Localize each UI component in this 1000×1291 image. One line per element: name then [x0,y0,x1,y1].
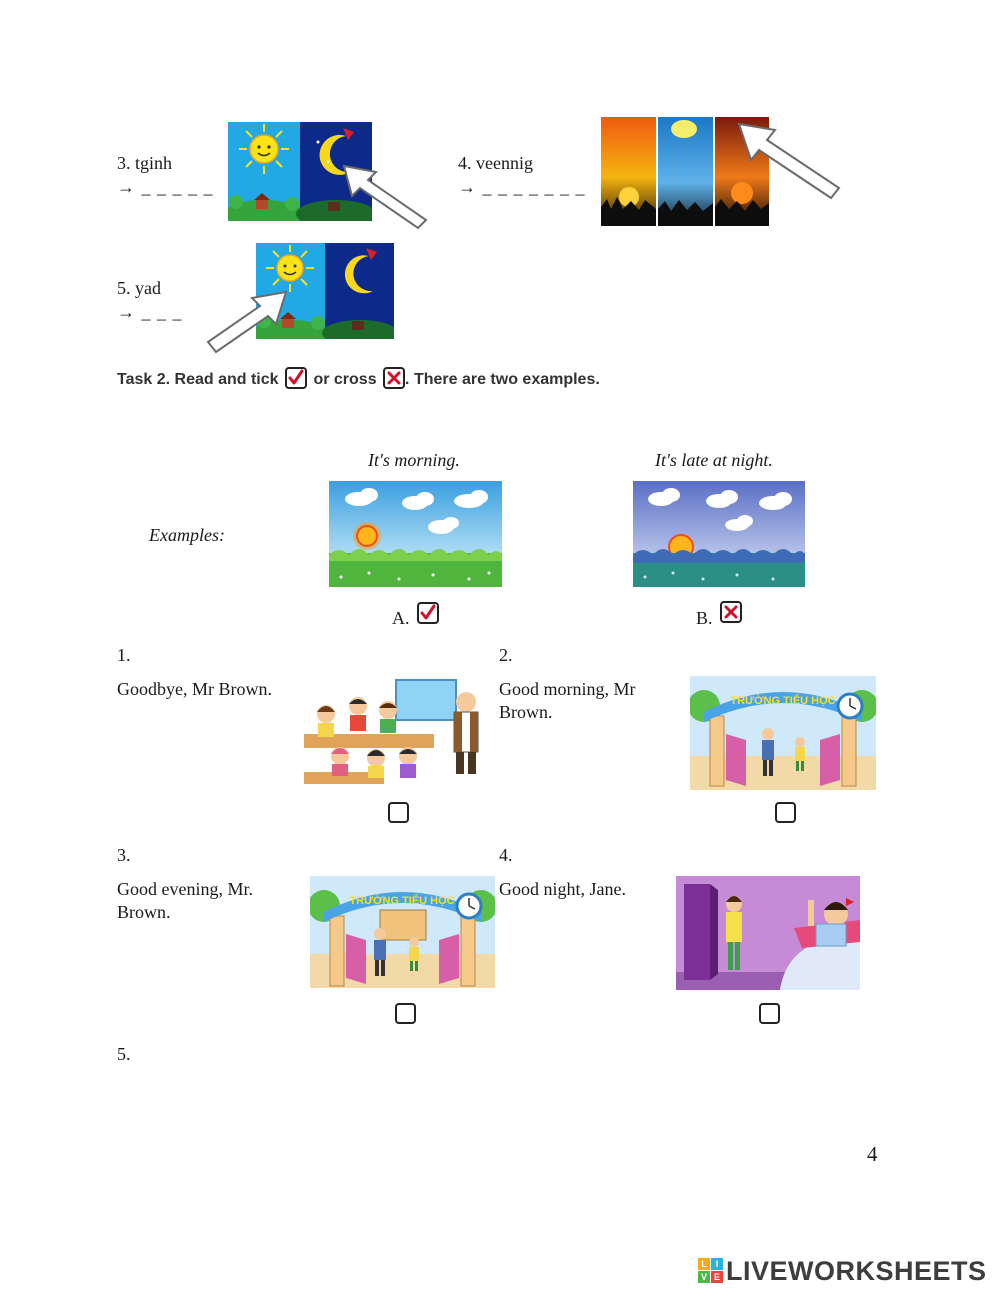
item1-number: 1. [117,645,131,665]
example-a-letter: A. [392,608,410,628]
item2-text-line1: Good morning, Mr [499,679,636,699]
liveworksheets-logo[interactable] [698,1256,994,1286]
logo-text: LIVEWORKSHEETS [726,1256,987,1286]
cross-icon [383,367,405,389]
item3-number: 3. [117,845,131,865]
example-b-cross-icon [720,601,742,623]
logo-letter-v: V [698,1271,710,1283]
task2-heading-post: . There are two examples. [405,371,600,388]
item4-text: Good night, Jane. [499,879,626,899]
item2-text-line2: Brown. [499,702,553,722]
item1-text: Goodbye, Mr Brown. [117,679,272,699]
arrow-icon [204,288,290,356]
task1-item3-word: 3. tginh [117,153,173,173]
task1-item3-answer[interactable]: → _ _ _ _ _ [117,177,214,197]
task2-heading-pre: Task 2. Read and tick [117,371,279,388]
logo-letter-i: I [711,1258,723,1270]
arrow-icon [735,120,843,202]
classroom-picture [304,676,488,790]
item3-checkbox[interactable] [395,1003,416,1024]
tick-icon [285,367,307,389]
example-b-caption: It's late at night. [655,450,773,470]
item1-checkbox[interactable] [388,802,409,823]
logo-letter-l: L [698,1258,710,1270]
item4-checkbox[interactable] [759,1003,780,1024]
arrow-icon [340,162,430,232]
task1-item5-answer[interactable]: → _ _ _ [117,302,183,322]
logo-blocks-icon [698,1258,724,1284]
item5-number: 5. [117,1044,131,1064]
item2-checkbox[interactable] [775,802,796,823]
school-sign-text: TRƯỜNG TIỂU HỌC [349,895,455,907]
task2-heading [117,367,600,392]
item4-number: 4. [499,845,513,865]
task2-heading-mid: or cross [313,371,377,388]
school-gate-picture-3 [310,876,495,988]
example-a-caption: It's morning. [368,450,460,470]
task1-item4-word: 4. veennig [458,153,533,173]
morning-picture [329,481,502,587]
late-night-picture [633,481,805,587]
logo-letter-e: E [711,1271,723,1283]
example-b-letter: B. [696,608,713,628]
item3-text-line2: Brown. [117,902,171,922]
school-sign-text: TRƯỜNG TIỂU HỌC [730,695,836,707]
bedroom-picture [676,876,860,990]
example-a-tick-icon [417,602,439,624]
task1-item5-word: 5. yad [117,278,161,298]
task1-item4-answer[interactable]: → _ _ _ _ _ _ _ [458,177,586,197]
item3-text-line1: Good evening, Mr. [117,879,253,899]
page-number: 4 [867,1142,878,1166]
item2-number: 2. [499,645,513,665]
school-gate-picture-2 [690,676,876,790]
examples-label: Examples: [149,525,225,545]
